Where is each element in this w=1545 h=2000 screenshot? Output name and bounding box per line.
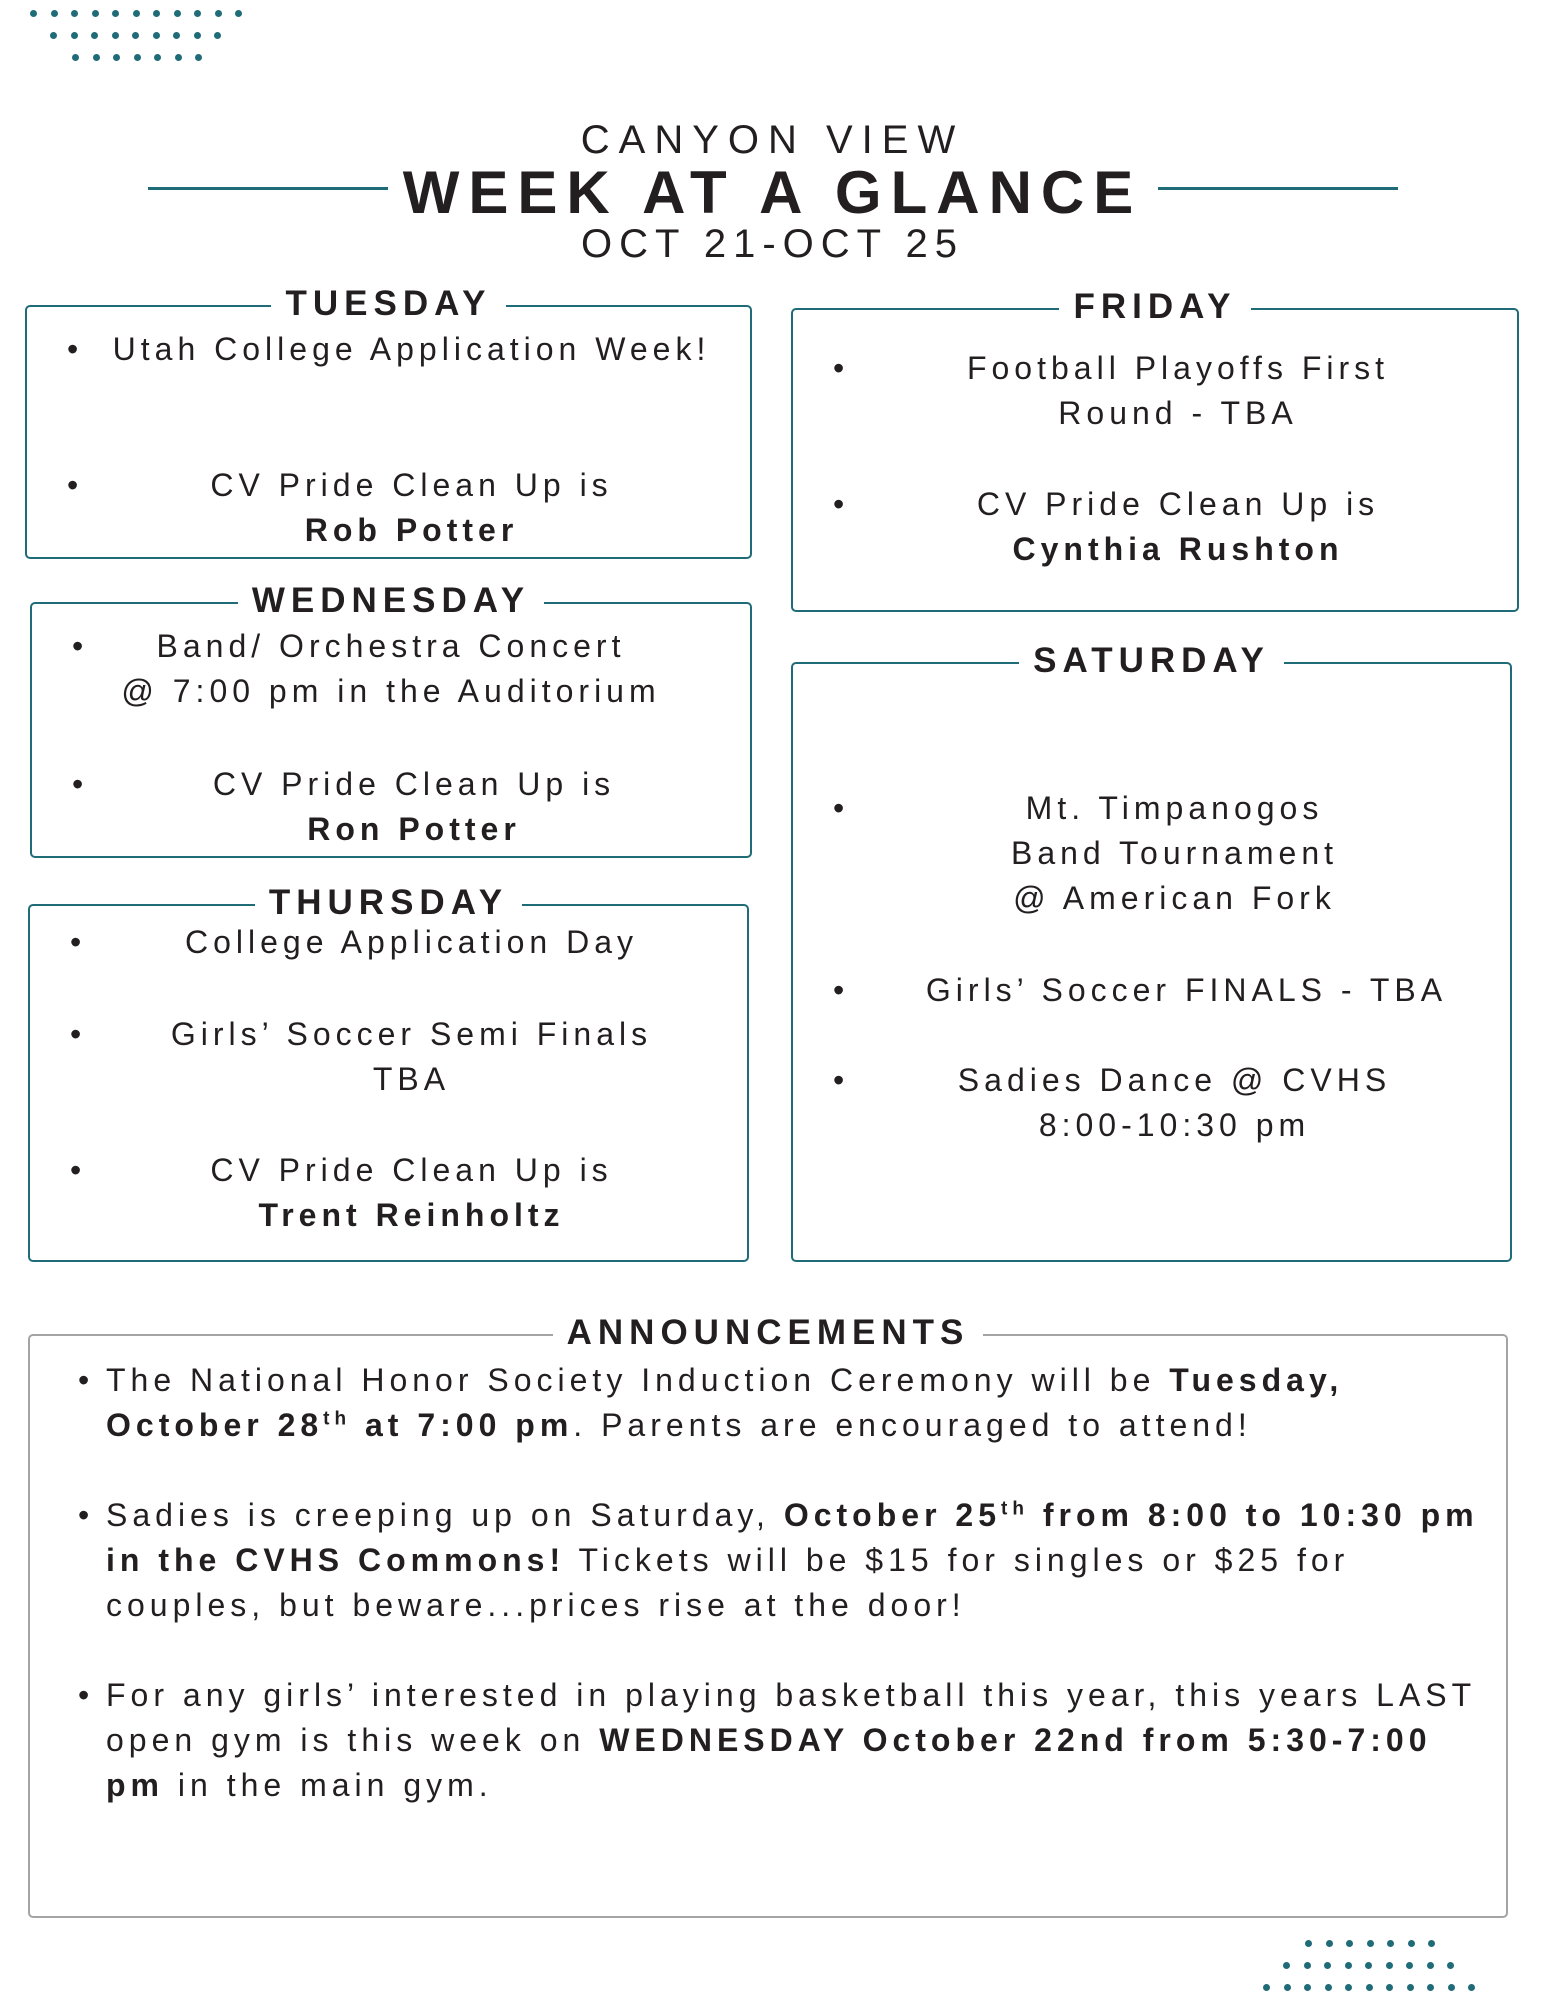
dot [1345,1962,1352,1969]
tuesday-cleanup-name: Rob Potter [304,512,519,548]
dot [1427,1962,1434,1969]
school-name: CANYON VIEW [580,118,965,162]
saturday-item-3: • Sadies Dance @ CVHS 8:00-10:30 pm [833,1062,1392,1143]
thursday-cleanup-name: Trent Reinholtz [258,1197,565,1233]
dot [92,10,99,17]
dot [1407,1984,1414,1991]
dot [132,32,139,39]
tuesday-box [25,284,752,559]
title-rule-right [1158,187,1398,190]
saturday-box [791,641,1512,1262]
dot [194,32,201,39]
dot [112,32,119,39]
dot [72,54,79,61]
dot [215,10,222,17]
wednesday-cleanup-name: Ron Potter [307,811,521,847]
friday-item-2: • CV Pride Clean Up is Cynthia Rushton [833,486,1380,567]
dot [154,54,161,61]
dot [173,32,180,39]
page-title: WEEK AT A GLANCE [402,159,1143,226]
dot [1365,1962,1372,1969]
wednesday-item-2: • CV Pride Clean Up is Ron Potter [72,766,616,847]
dot [1387,1940,1394,1947]
dot [1304,1984,1311,1991]
dot [30,10,37,17]
dot [71,32,78,39]
announcements-list [78,1358,1486,1853]
saturday-item-2: • Girls’ Soccer FINALS - TBA [833,972,1448,1008]
dot [1468,1984,1475,1991]
dot [1263,1984,1270,1991]
dot [1324,1962,1331,1969]
dot [50,32,57,39]
dot [1325,1984,1332,1991]
dot [1326,1940,1333,1947]
announcement-item-2: • Sadies is creeping up on Saturday, October 25th from 8:00 to 10:30 pm in the CVHS Commons! Tickets will be $15 for singles or $25 for couples, but beware...prices rise at the door! [78,1497,1479,1623]
announcement-item-1: • The National Honor Society Induction Ceremony will be Tuesday, October 28th at 7:00 pm. Parents are encouraged to attend! [78,1362,1344,1443]
dot [235,10,242,17]
saturday-title: SATURDAY [1019,641,1284,680]
thursday-item-1: • College Application Day [70,924,638,960]
tuesday-item-1: • Utah College Application Week! [67,331,711,367]
friday-cleanup-name: Cynthia Rushton [1012,531,1344,567]
dot [1386,1962,1393,1969]
dot [153,10,160,17]
dot [133,10,140,17]
tuesday-item-2: • CV Pride Clean Up is Rob Potter [67,467,613,548]
dot [93,54,100,61]
dot [1305,1940,1312,1947]
announcement-item-3: • For any girls’ interested in playing basketball this year, this years LAST open gym is this week on WEDNESDAY October 22nd from 5:30-7:00 pm in the main gym. [78,1677,1476,1803]
dot [194,10,201,17]
dot [1367,1940,1374,1947]
dot [1427,1984,1434,1991]
wednesday-title: WEDNESDAY [238,581,544,620]
dot [1408,1940,1415,1947]
thursday-title: THURSDAY [255,883,522,922]
saturday-item-1: • Mt. Timpanogos Band Tournament @ American Fork [833,790,1339,916]
date-range: OCT 21-OCT 25 [581,222,964,266]
thursday-item-3: • CV Pride Clean Up is Trent Reinholtz [70,1152,613,1233]
announcements-title: ANNOUNCEMENTS [553,1313,984,1352]
dot [1345,1984,1352,1991]
wednesday-box [30,581,752,858]
friday-box [791,287,1519,612]
friday-title: FRIDAY [1059,287,1250,326]
dot [1406,1962,1413,1969]
dot [214,32,221,39]
dot [1283,1962,1290,1969]
dot [1346,1940,1353,1947]
dot [91,32,98,39]
dot [195,54,202,61]
dot [71,10,78,17]
dot [1386,1984,1393,1991]
wednesday-item-1: • Band/ Orchestra Concert @ 7:00 pm in the Auditorium [72,628,661,709]
dot [134,54,141,61]
dot [175,54,182,61]
friday-item-1: • Football Playoffs First Round - TBA [833,350,1390,431]
dot [174,10,181,17]
thursday-item-2: • Girls’ Soccer Semi Finals TBA [70,1016,653,1097]
dot [1284,1984,1291,1991]
dot [51,10,58,17]
dot [1447,1962,1454,1969]
dot [112,10,119,17]
dot [1448,1984,1455,1991]
dot [113,54,120,61]
thursday-box [28,883,749,1262]
tuesday-title: TUESDAY [271,284,505,323]
dot [1366,1984,1373,1991]
announcements-box [28,1313,1508,1918]
dot [1428,1940,1435,1947]
dot [153,32,160,39]
dot [1304,1962,1311,1969]
